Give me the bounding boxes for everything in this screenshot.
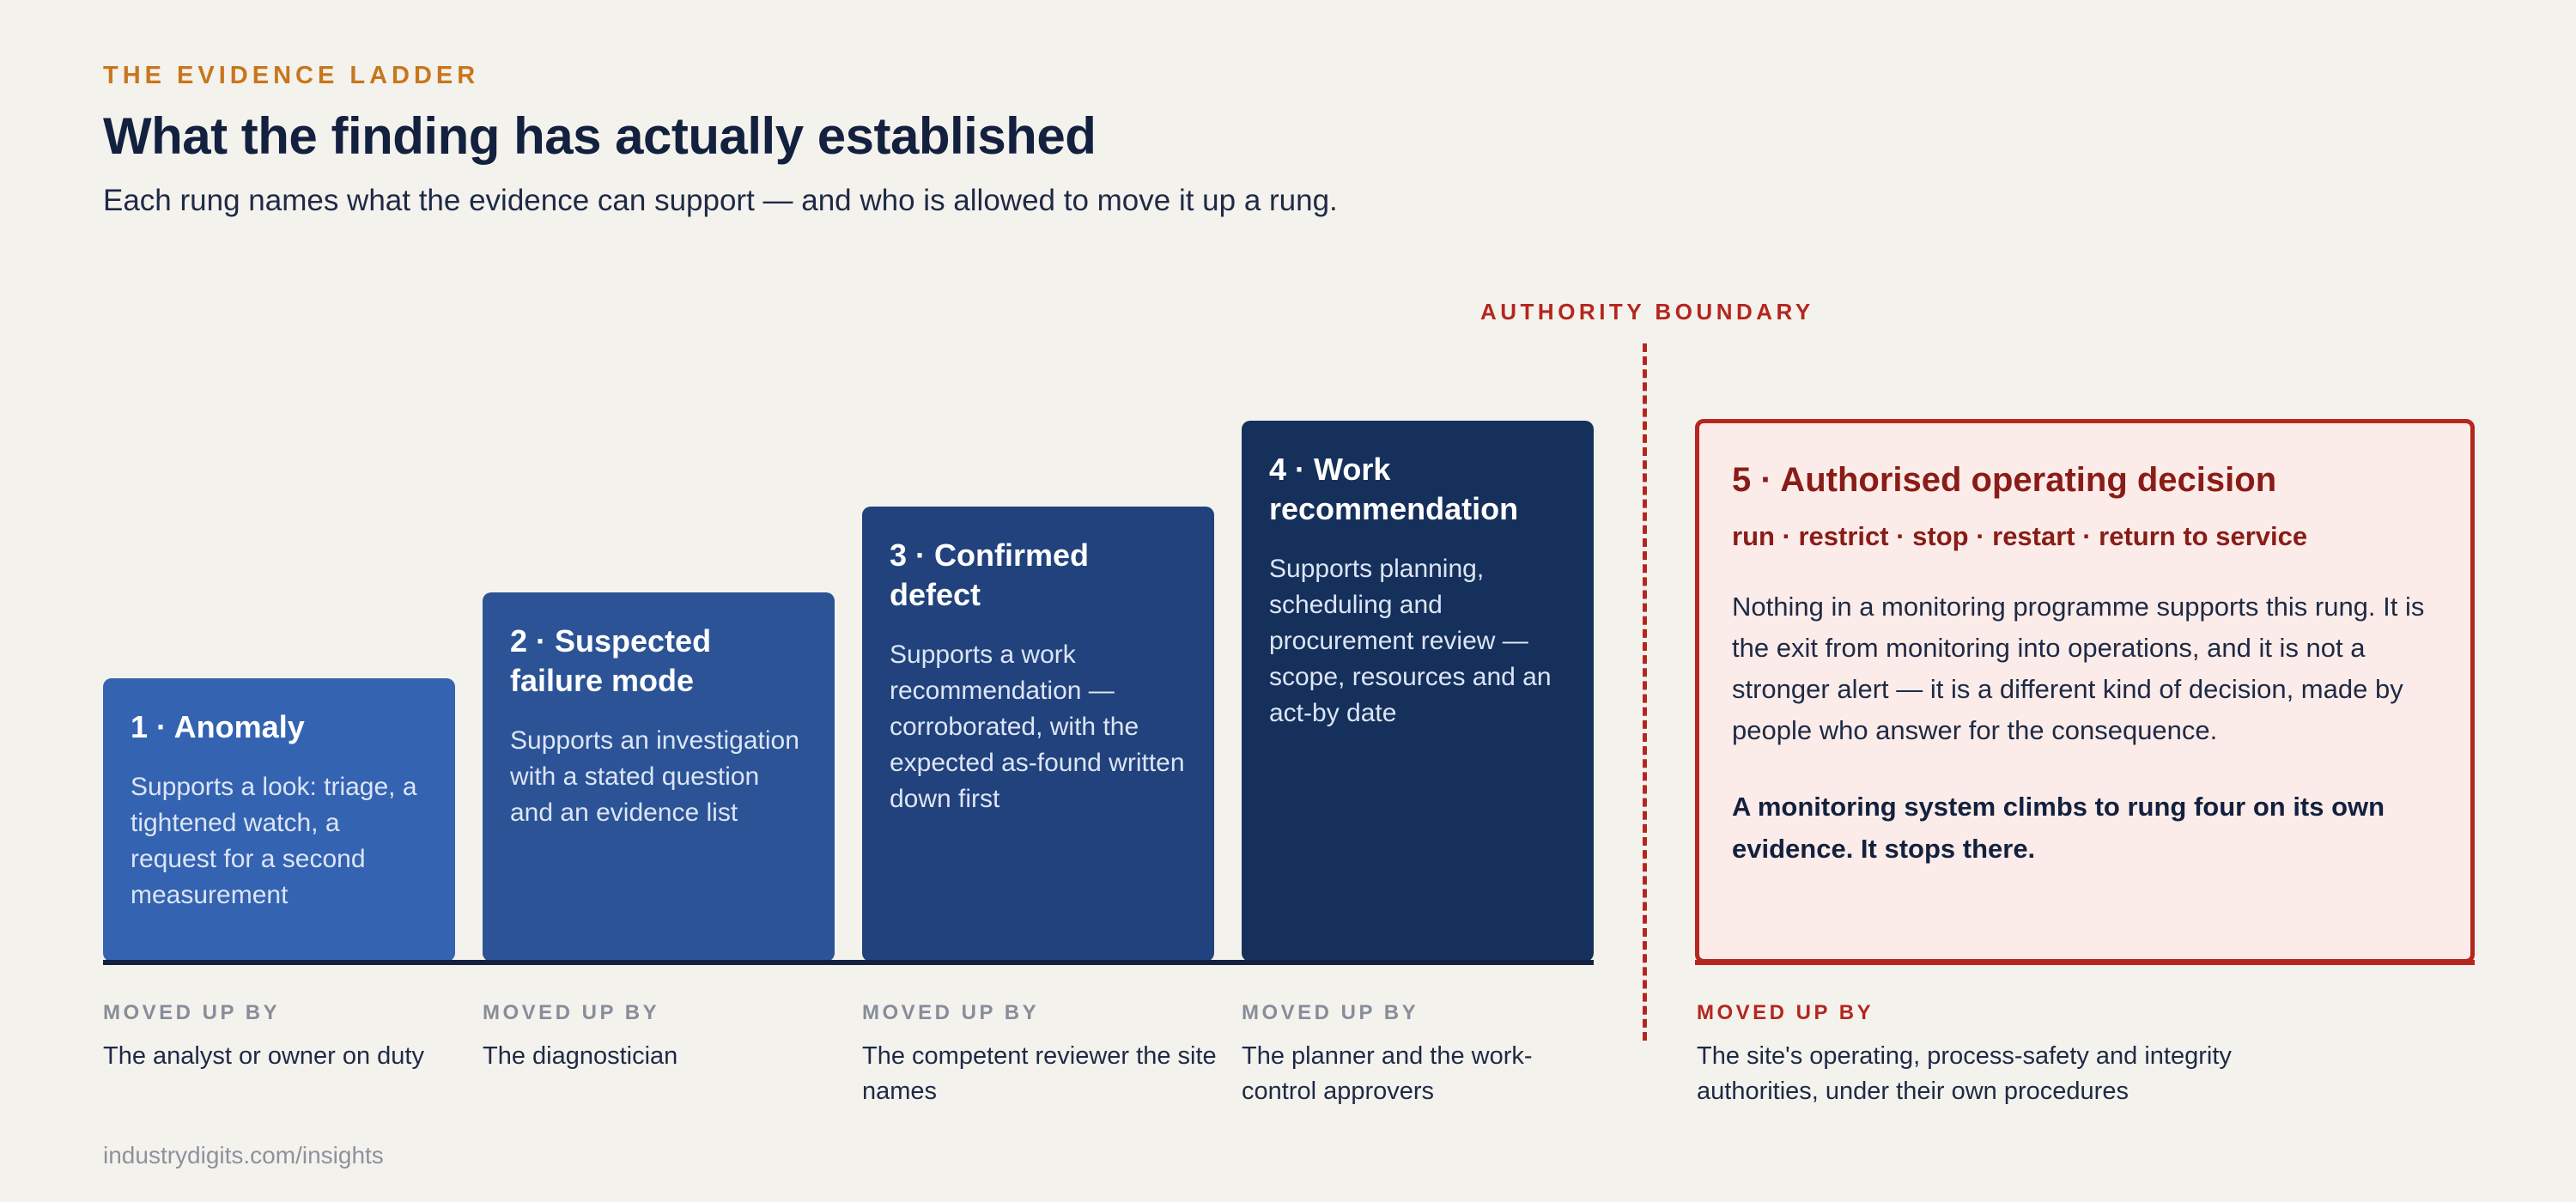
rung-description: Nothing in a monitoring programme supports this rung. It is the exit from monitoring into operations, and it is not a stronger alert — it is a different kind of decision, made by people who answer for the consequence. bbox=[1732, 592, 2425, 745]
moved-up-by-rung-2 bbox=[483, 1001, 843, 1074]
authority-boundary-line bbox=[1643, 343, 1647, 1041]
rung-description: Supports an investigation with a stated question and an evidence list bbox=[510, 726, 799, 827]
rung-5-authorised-operating-decision bbox=[1695, 419, 2475, 963]
rung-description: Supports a look: triage, a tightened watch, a request for a second measurement bbox=[131, 773, 417, 909]
moved-up-label: MOVED UP BY bbox=[862, 1001, 1040, 1024]
moved-up-by-rung-5 bbox=[1697, 1001, 2349, 1109]
authority-boundary-label: AUTHORITY BOUNDARY bbox=[1480, 299, 1814, 325]
moved-up-label: MOVED UP BY bbox=[483, 1001, 660, 1024]
moved-up-by-text: The site's operating, process-safety and integrity authorities, under their own procedures bbox=[1697, 1042, 2232, 1105]
moved-up-by-rung-3 bbox=[862, 1001, 1223, 1109]
moved-up-by-rung-4 bbox=[1242, 1001, 1602, 1109]
rung-5-baseline bbox=[1695, 960, 2475, 965]
moved-up-by-text: The analyst or owner on duty bbox=[103, 1042, 424, 1070]
rung-title: 4 · Work recommendation bbox=[1269, 452, 1519, 526]
moved-up-by-rung-1 bbox=[103, 1001, 464, 1074]
moved-up-by-text: The diagnostician bbox=[483, 1042, 678, 1070]
moved-up-label: MOVED UP BY bbox=[1697, 1001, 1874, 1024]
moved-up-by-text: The planner and the work-control approvers bbox=[1242, 1042, 1533, 1105]
rung-2-suspected-failure-mode bbox=[483, 592, 835, 962]
rung-1-anomaly bbox=[103, 678, 455, 962]
moved-up-by-text: The competent reviewer the site names bbox=[862, 1042, 1217, 1105]
rung-title: 5 · Authorised operating decision bbox=[1732, 461, 2277, 499]
rung-title: 3 · Confirmed defect bbox=[890, 537, 1090, 612]
rung-emphasis: A monitoring system climbs to rung four on its own evidence. It stops there. bbox=[1732, 792, 2385, 864]
rung-4-work-recommendation bbox=[1242, 421, 1594, 962]
rung-title: 1 · Anomaly bbox=[131, 709, 305, 744]
ladder-baseline bbox=[103, 960, 1594, 965]
rung-description: Supports a work recommendation — corroborated, with the expected as-found written down first bbox=[890, 640, 1185, 813]
rung-actions: run · restrict · stop · restart · return to service bbox=[1732, 521, 2308, 551]
footer-source: industrydigits.com/insights bbox=[103, 1142, 384, 1169]
moved-up-label: MOVED UP BY bbox=[103, 1001, 281, 1024]
rung-description: Supports planning, scheduling and procurement review — scope, resources and an act-by date bbox=[1269, 555, 1552, 727]
moved-up-label: MOVED UP BY bbox=[1242, 1001, 1419, 1024]
page-title: What the finding has actually established bbox=[103, 107, 1097, 165]
rung-3-confirmed-defect bbox=[862, 507, 1214, 962]
eyebrow-label: THE EVIDENCE LADDER bbox=[103, 62, 480, 89]
rung-title: 2 · Suspected failure mode bbox=[510, 623, 712, 698]
page-subtitle: Each rung names what the evidence can support — and who is allowed to move it up a rung. bbox=[103, 184, 1338, 217]
